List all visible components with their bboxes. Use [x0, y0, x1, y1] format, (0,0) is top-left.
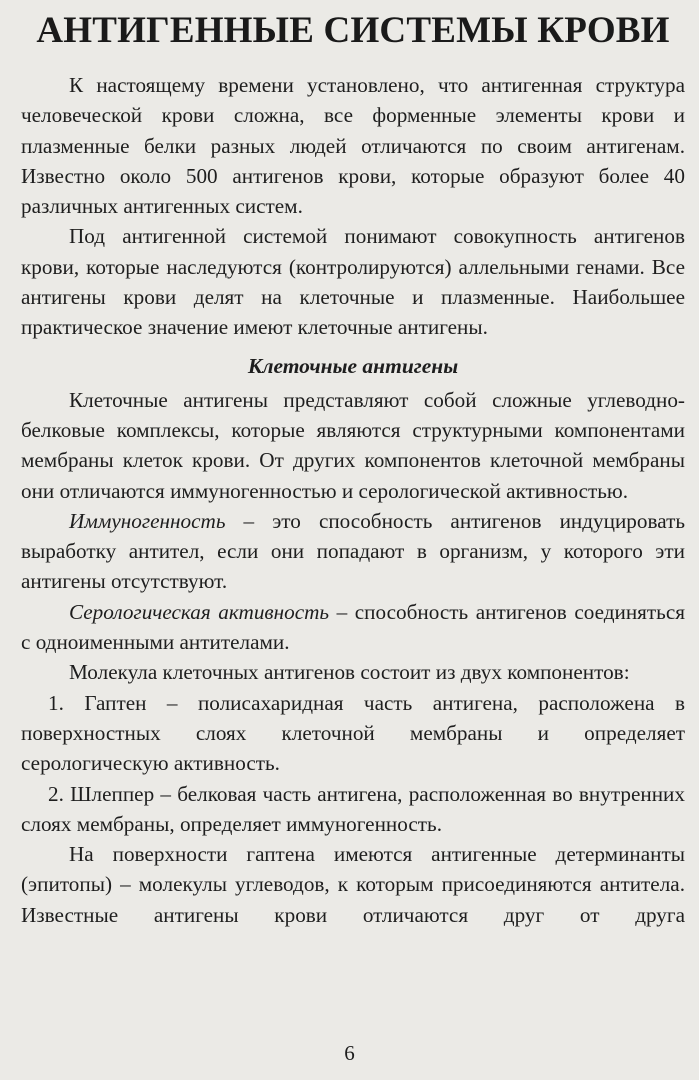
- section-heading: Клеточные антигены: [247, 353, 459, 378]
- list-item-hapten: 1. Гаптен – полисахаридная часть антигена, расположена в поверхностных слоях клеточной мембраны и определяет серологическую активность.: [21, 690, 685, 776]
- page-number: 6: [344, 1041, 355, 1065]
- page-title: АНТИГЕННЫЕ СИСТЕМЫ КРОВИ: [36, 10, 670, 51]
- list-item-schlepper: 2. Шлеппер – белковая часть антигена, расположенная во внутренних слоях мембраны, определяет иммуногенность.: [21, 781, 685, 836]
- paragraph-antigen-system: Под антигенной системой понимают совокупность антигенов крови, которые наследуются (контролируются) аллельными генами. Все антигены крови делят на клеточные и плазменные. Наибольшее практическое значение имеют клеточные антигены.: [21, 224, 685, 340]
- definition-immunogenicity: – это способность антигенов индуцировать выработку антител, если они попадают в организм, у которого эти антигены отсутствуют.: [21, 508, 685, 594]
- paragraph-molecule: Молекула клеточных антигенов состоит из двух компонентов:: [69, 660, 630, 685]
- paragraph-cell-antigens: Клеточные антигены представляют собой сложные углеводно-белковые комплексы, которые являются структурными компонентами мембраны клеток крови. От других компонентов клеточной мембраны они отличаются иммуногенностью и серологической активностью.: [21, 387, 685, 503]
- term-immunogenicity: Иммуногенность: [69, 508, 226, 533]
- term-serological-activity: Серологическая активность: [69, 599, 330, 624]
- paragraph-immunogenicity: [21, 506, 685, 597]
- paragraph-epitopes: На поверхности гаптена имеются антигенные детерминанты (эпитопы) – молекулы углеводов, к которым присоединяются антитела. Известные антигены крови отличаются друг от друга: [21, 842, 685, 927]
- definition-serological-activity: – способность антигенов соединяться с одноименными антителами.: [21, 599, 685, 655]
- paragraph-intro: К настоящему времени установлено, что антигенная структура человеческой крови сложна, все форменные элементы крови и плазменные белки разных людей отличаются по своим антигенам. Известно около 500 антигенов крови, которые образуют более 40 различных антигенных систем.: [21, 73, 685, 219]
- paragraph-serological: [21, 597, 685, 658]
